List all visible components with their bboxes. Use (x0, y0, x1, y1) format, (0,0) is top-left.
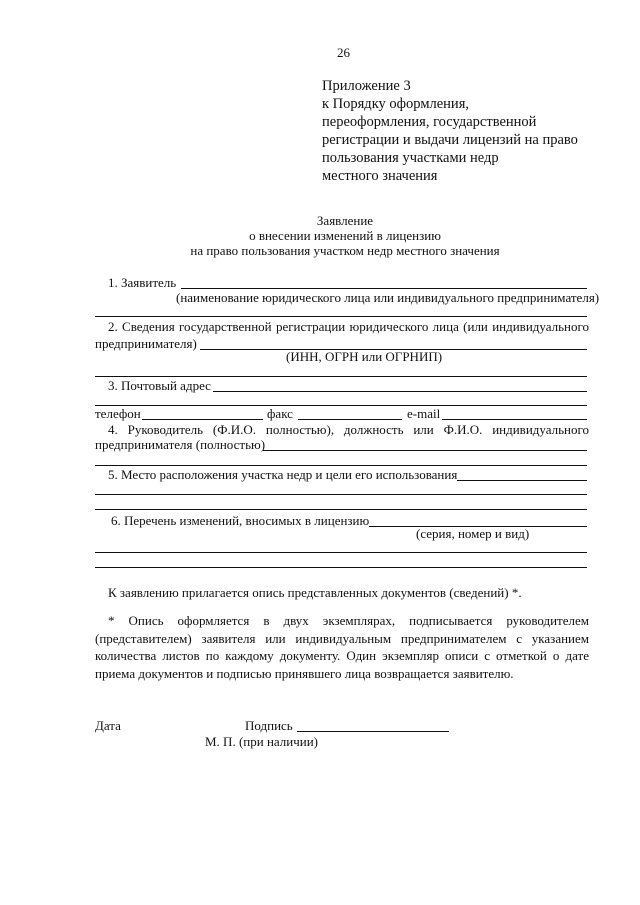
location-input-line[interactable] (457, 480, 587, 481)
footnote (95, 612, 589, 682)
appendix-header (322, 77, 578, 185)
changes-hint: (серия, номер и вид) (416, 526, 530, 541)
phone-label: телефон (95, 406, 141, 421)
appendix-line: Приложение 3 (322, 78, 411, 94)
postal-label: 3. Почтовый адрес (108, 378, 211, 393)
head-input-line[interactable] (263, 450, 587, 451)
fax-label: факс (267, 406, 293, 421)
attachment-note: К заявлению прилагается опись представленных документов (сведений) *. (108, 585, 522, 600)
stamp-label: М. П. (при наличии) (205, 734, 319, 749)
changes-label: 6. Перечень изменений, вносимых в лицензию (111, 513, 370, 528)
fax-input-line[interactable] (298, 419, 402, 420)
appendix-line: местного значения (322, 168, 438, 184)
appendix-line: к Порядку оформления, (322, 96, 469, 112)
document-subtitle-2: на право пользования участком недр местного значения (190, 243, 500, 258)
head-text (95, 421, 589, 439)
phone-input-line[interactable] (142, 419, 263, 420)
registration-input-line-2[interactable] (95, 376, 587, 377)
signature-label: Подпись (245, 718, 293, 733)
applicant-input-line[interactable] (181, 288, 587, 289)
footnote-line-2: (представителем) заявителя или индивидуальным предпринимателем с указанием (95, 630, 589, 646)
registration-line-2: предпринимателя) (95, 336, 197, 351)
email-input-line[interactable] (442, 419, 587, 420)
document-title: Заявление (316, 213, 374, 228)
applicant-input-line-2[interactable] (95, 316, 587, 317)
signature-input-line[interactable] (297, 731, 449, 732)
page-number: 26 (337, 45, 350, 60)
appendix-line: пользования участками недр (322, 150, 499, 166)
registration-text (95, 318, 589, 336)
footnote-line-4: приема документов и подписью принявшего лица возвращается заявителю. (95, 665, 514, 681)
registration-line-1: 2. Сведения государственной регистрации юридического лица (или индивидуального (108, 319, 589, 334)
postal-input-line-2[interactable] (95, 405, 587, 406)
appendix-line: переоформления, государственной (322, 114, 537, 130)
location-input-line-3[interactable] (95, 509, 587, 510)
registration-hint: (ИНН, ОГРН или ОГРНИП) (286, 349, 443, 364)
footnote-line-1: * Опись оформляется в двух экземплярах, подписывается руководителем (108, 613, 589, 628)
appendix-line: регистрации и выдачи лицензий на право (322, 132, 578, 148)
head-line-2: предпринимателя (полностью) (95, 437, 266, 452)
email-label: e-mail (407, 406, 441, 421)
document-subtitle-1: о внесении изменений в лицензию (249, 228, 441, 243)
head-line-1: 4. Руководитель (Ф.И.О. полностью), должность или Ф.И.О. индивидуального (108, 422, 589, 437)
postal-input-line[interactable] (213, 391, 587, 392)
changes-input-line-2[interactable] (95, 552, 587, 553)
date-label: Дата (95, 718, 121, 733)
head-input-line-2[interactable] (95, 465, 587, 466)
changes-input-line-3[interactable] (95, 567, 587, 568)
location-label: 5. Место расположения участка недр и цели его использования (108, 467, 458, 482)
applicant-label: 1. Заявитель (108, 275, 177, 290)
footnote-line-3: количества листов по каждому документу. Один экземпляр описи с отметкой о дате (95, 648, 589, 663)
applicant-hint: (наименование юридического лица или индивидуального предпринимателя) (176, 290, 600, 305)
location-input-line-2[interactable] (95, 494, 587, 495)
